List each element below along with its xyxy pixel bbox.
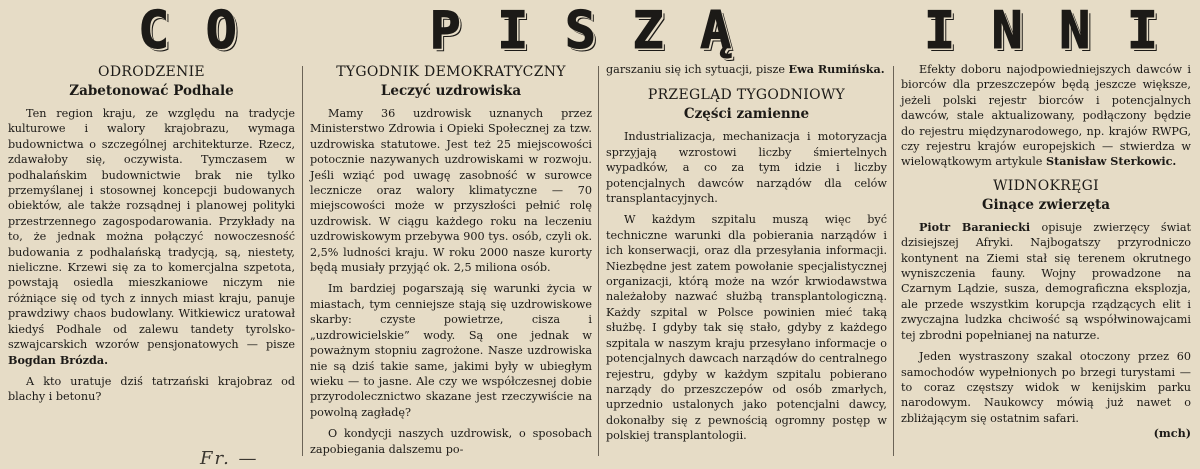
article-column-1 xyxy=(8,62,295,405)
article-headline: Części zamienne xyxy=(683,106,810,123)
column-divider xyxy=(893,66,894,456)
author-name: Ewa Rumińska. xyxy=(788,62,885,76)
article-paragraph: W każdym szpitalu muszą więc być techniczne warunki dla pobierania narządów i ich konserwacji, oraz dla przesyłania informacji. Niezbędne jest zatem powołanie specjalistycznej organizacji, którą może na wzór krwiodawstwa należałoby nazwać służbą transplantologiczną. Każdy szpital w Polsce powinien mieć taką służbę. I gdyby tak się stało, gdyby z każdego szpitala w naszym kraju przesyłano informacje o potencjalnych dawcach narządów do centralnego rejestru, gdyby w każdym szpitalu pobierano narządy do przeszczepów od osób zmarłych, uprzednio ustalonych jako potencjalni dawcy, dokonałby się z pewnością ogromny postęp w polskiej transplantologii. xyxy=(606,213,887,443)
author-name: Piotr Baraniecki xyxy=(919,219,1031,234)
masthead-letter: N xyxy=(991,1,1023,61)
article-paragraph: Mamy 36 uzdrowisk uznanych przez Ministerstwo Zdrowia i Opieki Społecznej za tzw. uzdrowiska statutowe. Jest też 25 miejscowości potocznie nazywanych uzdrowiskami w rozwoju. Jeśli wziąć pod uwagę zasobność w surowce lecznicze oraz walory klimatyczne — 70 miejscowości może w przyszłości pełnić rolę uzdrowisk. W ciągu każdego roku na leczeniu uzdrowiskowym przebywa 900 tys. osób, czyli ok. 2,5% ludności kraju. W roku 2000 nasze kurorty będą musiały przyjąć ok. 2,5 miliona osób. xyxy=(310,107,592,275)
masthead-letter: C xyxy=(138,1,170,61)
masthead-letter: S xyxy=(564,1,597,61)
column-divider xyxy=(302,66,303,456)
article-paragraph: Efekty doboru najodpowiedniejszych dawców i biorców dla przeszczepów będą jeszcze większe, jeżeli polski rejestr biorców i potencjalnych dawców, stale aktualizowany, podłączony będzie do rejestru międzynarodowego, np. krajów RWPG, czy rejestru krajów europejskich — stwierdza w wielowątkowym artykule Stanisław Sterkowic. xyxy=(901,63,1191,169)
masthead-letter: P xyxy=(429,1,461,61)
masthead-letter: I xyxy=(497,1,529,61)
article-column-2 xyxy=(310,62,592,457)
masthead-letter: O xyxy=(205,1,237,61)
publication-name: WIDNOKRĘGI xyxy=(993,177,1099,194)
masthead-letter: I xyxy=(923,1,956,61)
article-headline: Ginące zwierzęta xyxy=(981,196,1111,213)
article-paragraph: A kto uratuje dziś tatrzański krajobraz od blachy i betonu? xyxy=(8,374,295,404)
article-column-4 xyxy=(901,62,1191,442)
masthead-letter: Ą xyxy=(699,1,732,61)
article-headline: Zabetonować Podhale xyxy=(69,83,234,99)
article-paragraph: Jeden wystraszony szakal otoczony przez 60 samochodów wypełnionych po brzegi turystami — to coraz częstszy widok w kenijskim parku narodowym. Naukowcy mówią już nawet o zbliżającym się ostatnim safari. xyxy=(901,350,1191,425)
article-paragraph: O kondycji naszych uzdrowisk, o sposobach zapobiegania dalszemu po- xyxy=(310,427,592,456)
column-divider xyxy=(598,66,599,456)
author-name: Stanisław Sterkowic. xyxy=(1046,154,1177,169)
publication-name: ODRODZENIE xyxy=(98,64,205,80)
article-headline: Leczyć uzdrowiska xyxy=(380,83,522,99)
masthead-letter: N xyxy=(1059,1,1091,61)
article-paragraph: Industrializacja, mechanizacja i motoryzacja sprzyjają wzrostowi liczby śmiertelnych wypadków, a co za tym idzie i liczby potencjalnych dawców narządów dla celów transplantacyjnych. xyxy=(606,130,887,206)
article-column-3 xyxy=(606,62,887,444)
masthead-letter: I xyxy=(1126,1,1158,61)
article-signoff: (mch) xyxy=(1153,426,1191,441)
article-paragraph: Ten region kraju, ze względu na tradycje kulturowe i walory krajobrazu, wymaga budownictwa o szczególnej architekturze. Rzecz, zdawałoby się, oczywista. Tymczasem w podhalańskim budownictwie brak nie tylko przemyślanej i stosownej koncepcji budowanych obiektów, ale także rozsądnej i planowej polityki przestrzennego zagospodarowania. Przykłady na to, że jednak można połączyć nowoczesność budowania z podhalańską tradycją, są, niestety, nieliczne. Krzewi się za to komercjalna szpetota, powstają osiedla mieszkaniowe niczym nie różniące się od tych z innych miast kraju, panuje prawdziwy chaos budowlany. Witkiewicz uratował kiedyś Podhale od zalewu tandety tyrolsko-szwajcarskich wzorów pensjonatowych — pisze Bogdan Brózda. xyxy=(8,107,295,367)
publication-name: TYGODNIK DEMOKRATYCZNY xyxy=(336,64,566,80)
masthead-letter: Z xyxy=(632,1,664,61)
handwritten-mark: Fr. — xyxy=(200,448,259,469)
article-paragraph: Im bardziej pogarszają się warunki życia w miastach, tym cenniejsze stają się uzdrowiskowe skarby: czyste powietrze, cisza i „uzdrowicielskie” wody. Są one jednak w poważnym stopniu zagrożone. Nasze uzdrowiska nie są dziś takie same, jakimi były w ubiegłym wieku — to jasne. Ale czy we współczesnej dobie przyrodolecznictwo skazane jest rzeczywiście na powolną zagładę? xyxy=(310,282,592,419)
publication-name: PRZEGLĄD TYGODNIOWY xyxy=(647,87,846,104)
article-paragraph: garszaniu się ich sytuacji, pisze Ewa Rumińska. xyxy=(606,62,885,76)
article-paragraph: Piotr Baraniecki opisuje zwierzęcy świat dzisiejszej Afryki. Najbogatszy przyrodniczo kontynent na Ziemi stał się terenem okrutnego wyniszczenia fauny. Wojny prowadzone na Czarnym Lądzie, susza, demograficzna eksplozja, ale przede wszystkim korupcja rządzących elit i zwyczajna ludzka chciwość są współwinowajcami tej zbrodni popełnianej na naturze. xyxy=(901,219,1191,342)
masthead-title xyxy=(0,0,1200,62)
author-name: Bogdan Brózda. xyxy=(8,352,108,367)
